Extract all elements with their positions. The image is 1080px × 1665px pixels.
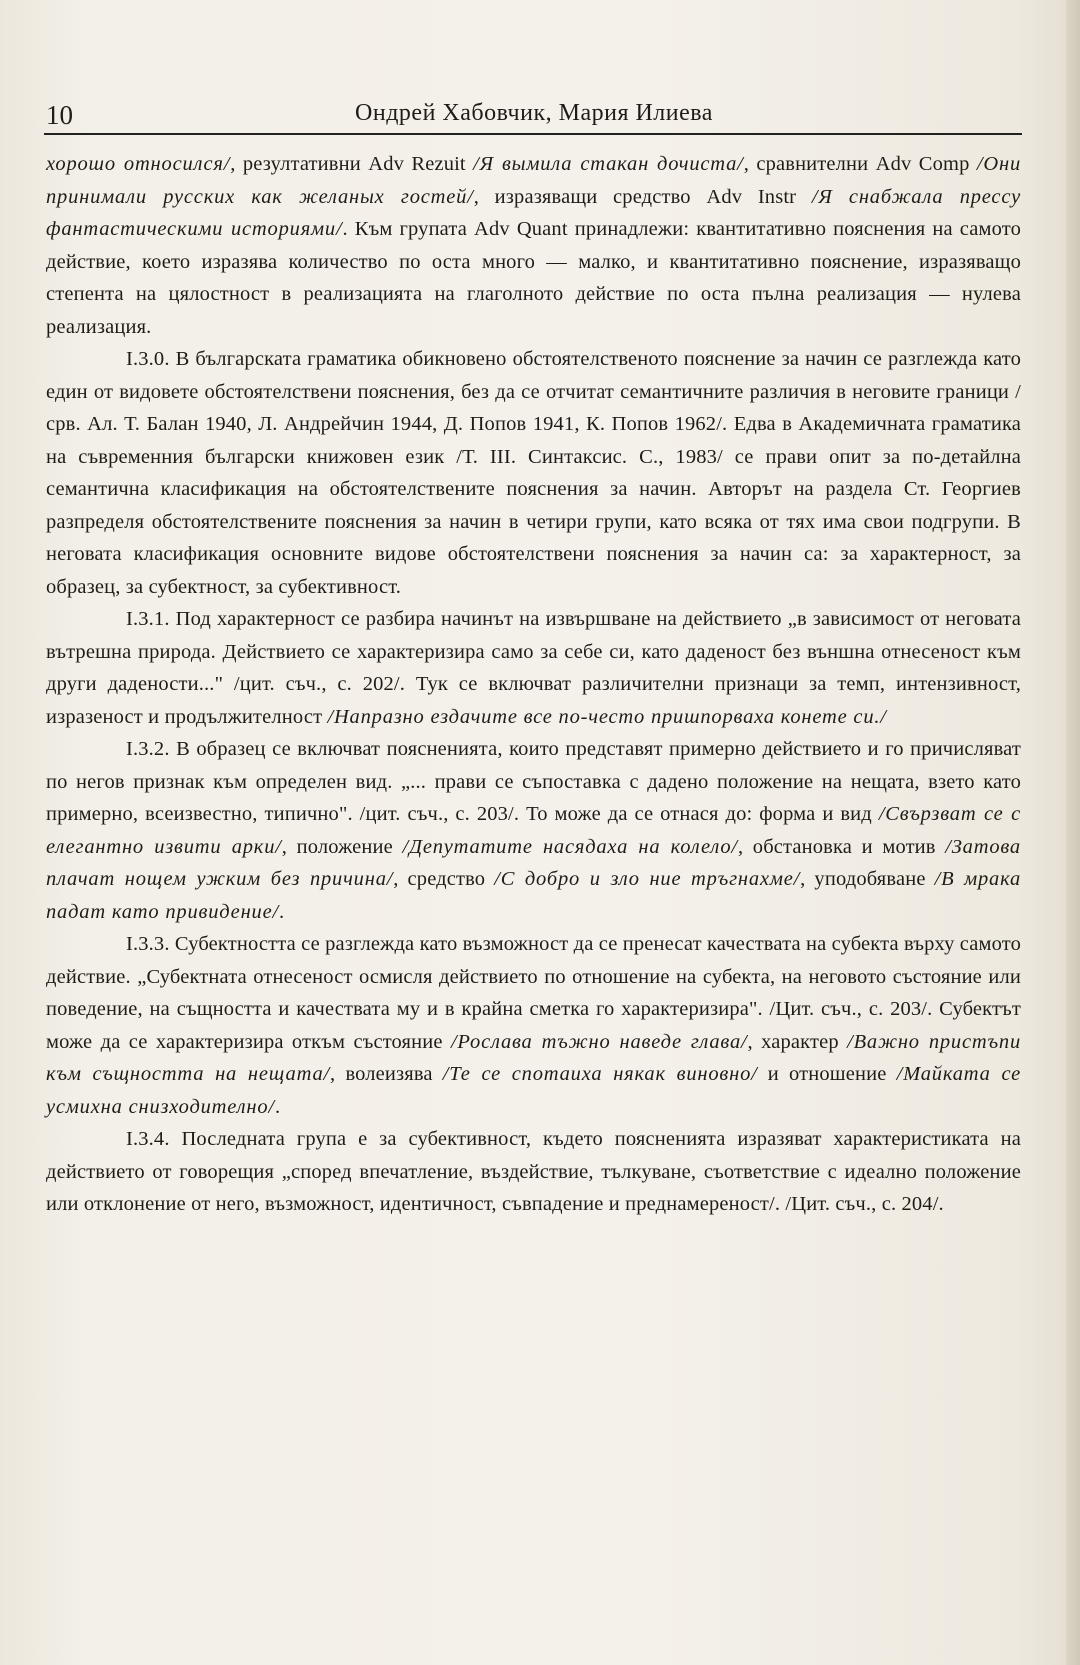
- body-text: [46, 148, 1021, 1221]
- page-edge-shadow: [1066, 0, 1080, 1665]
- text-run: , характер: [747, 1030, 848, 1053]
- paragraph: [46, 148, 1021, 343]
- text-run: , резултативни Adv Rezuit: [230, 153, 474, 175]
- text-run: I.3.2. В образец се включват поясненията, които представят примерно действието и го причисляват по негов признак към определен вид. „... прави се съпоставка с дадено положение на нещата, взето като примерно, всеизвестно, типично". /цит. съч., с. 203/. То може да се отнася до: форма и вид: [46, 738, 1021, 825]
- example-italic: /Затова плачат нощем ужким без причина/: [46, 835, 1021, 890]
- text-run: , обстановка и мотив: [737, 835, 946, 858]
- text-run: , изразяващи средство Adv Instr: [473, 185, 812, 208]
- page-number: 10: [46, 100, 73, 130]
- header-rule: [44, 133, 1022, 135]
- text-run: , положение: [281, 835, 403, 858]
- text-run: . Към групата Adv Quant принадлежи: квантитативно пояснения на самото действие, което изразява количество по оста много — малко, и квантитативно пояснение, изразяващо степента на цялостност в реализацията на глаголното действие по оста пълна реализация — нулева реализация.: [46, 218, 1021, 338]
- paragraph: [46, 928, 1021, 1123]
- paragraph: [46, 1123, 1021, 1221]
- running-title: Ондрей Хабовчик, Мария Илиева: [355, 100, 713, 126]
- example-italic: /Те се спотаиха някак виновно/: [442, 1063, 758, 1085]
- example-italic: /Я вымила стакан дочиста/: [473, 153, 744, 175]
- text-run: , средство: [393, 868, 495, 890]
- text-run: и отношение: [757, 1063, 897, 1085]
- text-run: I.3.4. Последната група е за субективност, където поясненията изразяват характеристиката на действието от говорещия „според впечатление, въздействие, тълкуване, съответствие с идеално положение или отклонение от него, възможност, идентичност, съвпадение и преднамереност/. /Цит. съч., с. 204/.: [46, 1128, 1021, 1215]
- example-italic: /Депутатите насядаха на колело/: [402, 835, 738, 858]
- text-run: I.3.0. В българската граматика обикновено обстоятелственото пояснение за начин се разглежда като един от видовете обстоятелствени пояснения, без да се отчитат семантичните различия в неговите граници /срв. Ал. Т. Балан 1940, Л. Андрейчин 1944, Д. Попов 1941, К. Попов 1962/. Едва в Академичната граматика на съвременния български книжовен език /Т. III. Синтаксис. С., 1983/ се прави опит за по-детайлна семантична класификация на обстоятелствените пояснения за начин. Авторът на раздела Ст. Георгиев разпределя обстоятелствените пояснения за начин в четири групи, като всяка от тях има свои подгрупи. В неговата класификация основните видове обстоятелствени пояснения за начин са: за характерност, за образец, за субектност, за субективност.: [46, 348, 1021, 598]
- example-italic: /Напразно ездачите все по-често пришпорваха конете си./: [327, 705, 887, 728]
- text-run: I.3.1. Под характерност се разбира начинът на извършване на действието „в зависимост от неговата вътрешна природа. Действието се характеризира само за себе си, като даденост без външна отнесеност към други дадености..." /цит. съч., с. 202/. Тук се включват различителни признаци за темп, интензивност, изразеност и продължителност: [46, 608, 1021, 728]
- text-run: , волеизява: [330, 1063, 443, 1085]
- example-italic: /Свързват се с елегантно извити арки/: [46, 803, 1021, 858]
- example-italic: /Я снабжала прессу фантастическими историями/: [46, 185, 1021, 240]
- text-run: , сравнителни Adv Comp: [743, 153, 977, 175]
- example-italic: /Они принимали русских как желаных гостей/: [46, 153, 1022, 208]
- text-run: .: [274, 1095, 281, 1118]
- text-run: I.3.3. Субектността се разглежда като възможност да се пренесат качествата на субекта върху самото действие. „Субектната отнесеност осмисля действието по отношение на субекта, на неговото състояние или поведение, на същността и качествата му и в крайна сметка го характеризира". /Цит. съч., с. 203/. Субектът може да се характеризира откъм състояние: [46, 933, 1022, 1053]
- example-italic: хорошо относился/: [46, 153, 231, 175]
- example-italic: /Майката се усмихна снизходително/: [46, 1063, 1021, 1118]
- example-italic: /Рослава тъжно наведе глава/: [450, 1030, 748, 1053]
- text-run: , уподобяване: [800, 868, 935, 890]
- paragraph: [46, 603, 1021, 733]
- page-header: [46, 96, 1022, 136]
- paragraph: [46, 733, 1021, 928]
- example-italic: /Важно пристъпи към същността на нещата/: [46, 1030, 1022, 1085]
- text-run: .: [279, 900, 285, 923]
- example-italic: /В мрака падат като привидение/: [46, 868, 1021, 923]
- example-italic: /С добро и зло ние тръгнахме/: [494, 868, 801, 890]
- paragraph: [46, 343, 1021, 603]
